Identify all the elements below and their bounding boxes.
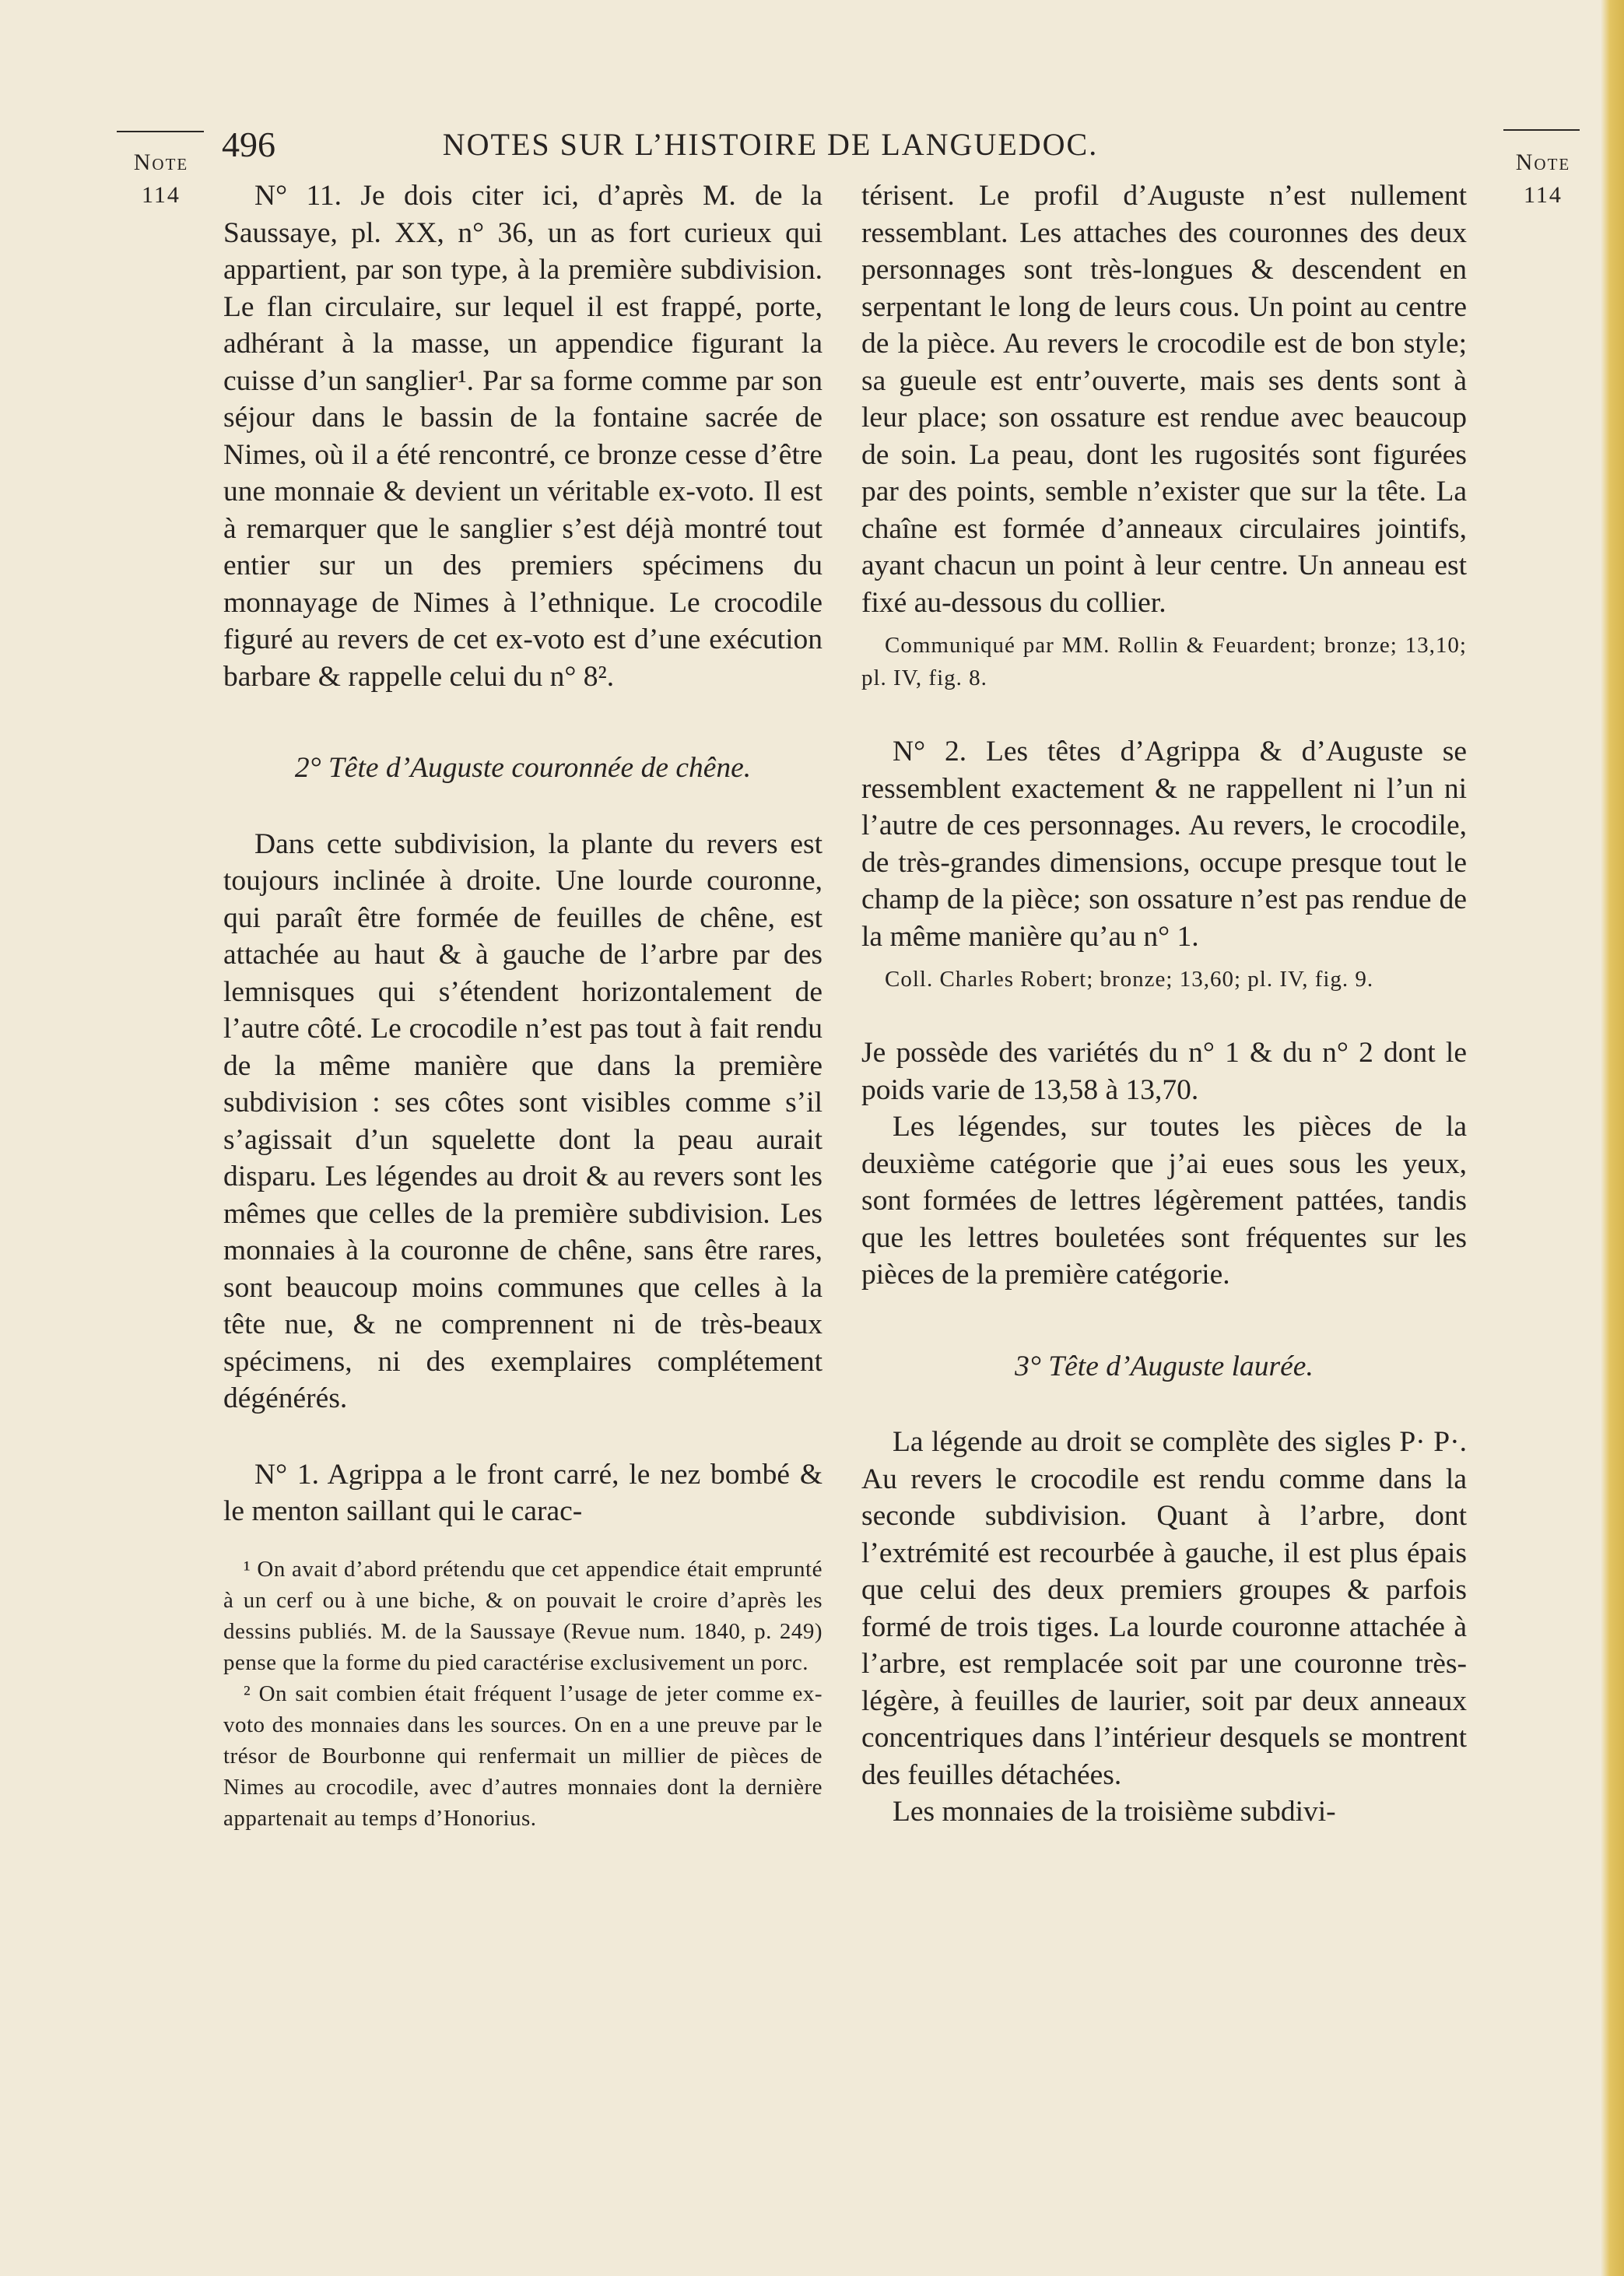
source-note-1: Communiqué par MM. Rollin & Feuardent; bronze; 13,10; pl. IV, fig. 8. [861, 633, 1467, 690]
paragraph-no11: N° 11. Je dois citer ici, d’après M. de la Saussaye, pl. XX, n° 36, un as fort curieux qui appartient, par son type, à la première subdivision. Le flan circulaire, sur lequel il est frappé, porte, adhérant à la masse, un appendice figurant la cuisse d’un sanglier¹. Par sa forme comme par son séjour dans le bassin de la fontaine sacrée de Nimes, où il a été rencontré, ce bronze cesse d’être une monnaie & devient un véritable ex-voto. Il est à remarquer que le sanglier s’est déjà montré tout entier sur un des premiers spécimens du monnayage de Nimes à l’ethnique. Le crocodile figuré au revers de cet ex-voto est d’une exécution barbare & rappelle celui du n° 8². [223, 180, 823, 693]
left-margin-note [118, 146, 204, 212]
subheading-couronnee-chene: 2° Tête d’Auguste couronnée de chêne. [294, 752, 752, 784]
paragraph-legendes: Les légendes, sur toutes les pièces de la deuxième catégorie que j’ai eues sous les yeux, sont formées de lettres légèrement pattées, tandis que les lettres bouletées sont fréquentes sur les pièces de la première catégorie. [861, 1111, 1467, 1291]
paragraph-no2: N° 2. Les têtes d’Agrippa & d’Auguste se ressemblent exactement & ne rappellent ni l’un ni l’autre de ces personnages. Au revers, le crocodile, de très-grandes dimensions, occupe presque tout le champ de la pièce; son ossature n’est pas rendue de la même manière qu’au n° 1. [861, 736, 1467, 953]
right-margin-note-number: 114 [1524, 182, 1563, 208]
paragraph-subdivision: Dans cette subdivision, la plante du revers est toujours inclinée à droite. Une lourde couronne, qui paraît être formée de feuilles de chêne, est attachée au haut & à gauche de l’arbre par des lemnisques qui s’étendent horizontalement de l’autre côté. Le crocodile n’est pas tout à fait rendu de la même manière que dans la première subdivision : ses côtes sont visibles comme s’il s’agissait d’un squelette dont la peau aurait disparu. Les légendes au droit & au revers sont les mêmes que celles de la première subdivision. Les monnaies à la couronne de chêne, sans être rares, sont beaucoup moins communes que celles à la tête nue, & ne comprennent ni de très-beaux spécimens, ni des exemplaires complétement dégénérés. [223, 827, 823, 1414]
left-margin-rule [117, 131, 204, 132]
source-note-2: Coll. Charles Robert; bronze; 13,60; pl. IV, fig. 9. [885, 967, 1374, 992]
paragraph-continuation: térisent. Le profil d’Auguste n’est nullement ressemblant. Les attaches des couronnes des deux personnages sont très-longues & descendent en serpentant le long de leurs cous. Un point au centre de la pièce. Au revers le crocodile est de bon style; sa gueule est entr’ouverte, mais ses dents sont à leur place; son ossature est rendue avec beaucoup de soin. La peau, dont les rugosités sont figurées par des points, semble n’exister que sur la tête. La chaîne est formée d’anneaux circulaires jointifs, ayant chacun un point à leur centre. Un anneau est fixé au-dessous du collier. [861, 180, 1467, 619]
paragraph-no1: N° 1. Agrippa a le front carré, le nez bombé & le menton saillant qui le carac- [223, 1458, 823, 1527]
subheading-auguste-lauree: 3° Tête d’Auguste laurée. [1015, 1350, 1314, 1382]
left-margin-note-number: 114 [142, 182, 181, 208]
page-title: NOTES SUR L’HISTOIRE DE LANGUEDOC. [442, 127, 1099, 162]
right-margin-rule [1503, 129, 1580, 131]
running-header [222, 125, 1257, 165]
left-column [223, 177, 823, 1834]
gilt-page-edge [1601, 0, 1624, 2276]
paragraph-lauree: La légende au droit se complète des sigles P· P·. Au revers le crocodile est rendu comme dans la seconde subdivision. Quant à l’arbre, dont l’extrémité est recourbée à gauche, il est plus épais que celui des deux premiers groupes & parfois formé de trois tiges. La lourde couronne attachée à l’arbre, est remplacée soit par une couronne très-légère, à feuilles de laurier, soit par deux anneaux concentriques dans l’intérieur desquels se montrent des feuilles détachées. [861, 1426, 1467, 1791]
paragraph-last: Les monnaies de la troisième subdivi- [893, 1796, 1336, 1828]
right-column [861, 177, 1467, 1831]
footnote-2: ² On sait combien était fréquent l’usage de jeter comme ex-voto des monnaies dans les sources. On en a une preuve par le trésor de Bourbonne qui renfermait un millier de pièces de Nimes au crocodile, avec d’autres monnaies dont la dernière appartenait au temps d’Honorius. [223, 1681, 823, 1831]
page-number: 496 [222, 125, 275, 164]
footnote-1: ¹ On avait d’abord prétendu que cet appendice était emprunté à un cerf ou à une biche, & on pouvait le croire d’après les dessins publiés. M. de la Saussaye (Revue num. 1840, p. 249) pense que la forme du pied caractérise exclusivement un porc. [223, 1556, 823, 1675]
left-margin-note-label: Note [133, 149, 189, 175]
right-margin-note [1500, 146, 1586, 212]
paragraph-varietes: Je possède des variétés du n° 1 & du n° 2 dont le poids varie de 13,58 à 13,70. [861, 1037, 1467, 1106]
right-margin-note-label: Note [1515, 149, 1571, 175]
